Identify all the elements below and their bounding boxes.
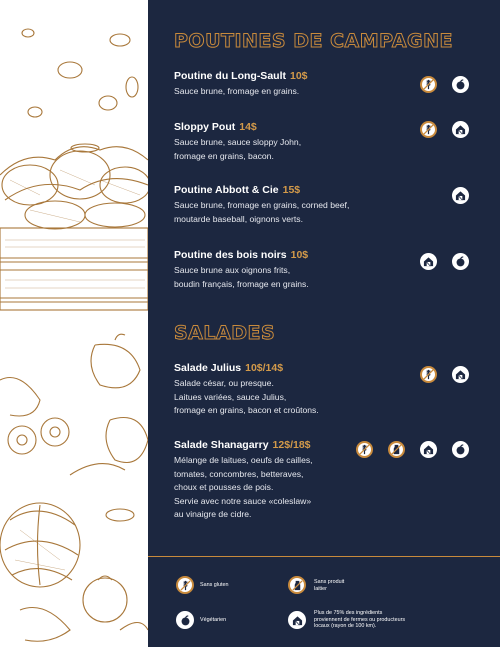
item-description-line: Laitues variées, sauce Julius, <box>174 391 287 402</box>
menu-item-poutine-abbott <box>174 184 394 226</box>
item-description-line: Mélange de laitues, oeufs de cailles, <box>174 455 313 465</box>
item-name: Poutine des bois noirs <box>174 249 287 261</box>
item-name: Poutine Abbott & Cie <box>174 184 279 196</box>
sans-lait-icon <box>288 576 306 594</box>
item-price: 15$ <box>282 184 301 196</box>
item-description-line: Servie avec notre sauce «coleslaw» <box>174 495 312 506</box>
local-farm-icon <box>452 187 469 204</box>
item-description-line: Sauce brune, fromage en grains, corned beef, <box>174 200 350 210</box>
sans-gluten-icon <box>176 576 194 594</box>
item-price: 10$ <box>290 249 309 261</box>
sans-gluten-icon <box>420 366 437 383</box>
local-farm-icon <box>452 121 469 138</box>
vegetarian-icon <box>452 253 469 270</box>
item-description-line: fromage en grains, bacon. <box>174 150 274 161</box>
local-farm-icon <box>420 253 437 270</box>
section-title-salades: SALADES <box>174 322 276 344</box>
sans-lait-icon <box>388 441 405 458</box>
item-name: Salade Shanagarry <box>174 439 269 451</box>
item-price: 12$/18$ <box>272 439 311 451</box>
item-description-line: tomates, concombres, betteraves, <box>174 468 304 479</box>
item-description: Sauce brune, fromage en grains. <box>174 86 300 96</box>
sans-gluten-icon <box>420 121 437 138</box>
menu-item-poutine-bois-noirs <box>174 249 394 291</box>
legend-local: Plus de 75% des ingrédients proviennent de fermes ou producteurs locaux (rayon de 100 km). <box>314 610 406 630</box>
menu-item-sloppy-pout <box>174 121 394 163</box>
item-name: Salade Julius <box>174 362 242 374</box>
legend-sans-gluten: Sans gluten <box>200 582 229 588</box>
local-farm-icon <box>452 366 469 383</box>
vegetarian-icon <box>452 76 469 93</box>
menu-item-poutine-long-sault <box>174 70 394 99</box>
vegetarian-icon <box>176 611 194 629</box>
item-description-line: fromage en grains, bacon et croûtons. <box>174 405 319 415</box>
item-description-line: Salade césar, ou presque. <box>174 378 274 388</box>
menu-panel <box>148 0 500 647</box>
local-farm-icon <box>420 441 437 458</box>
sans-gluten-icon <box>420 76 437 93</box>
item-name: Poutine du Long-Sault <box>174 70 286 82</box>
item-name: Sloppy Pout <box>174 121 236 133</box>
item-description-line: au vinaigre de cidre. <box>174 509 252 519</box>
food-illustration <box>0 0 148 647</box>
item-description-line: boudin français, fromage en grains. <box>174 278 309 289</box>
vegetarian-icon <box>452 441 469 458</box>
legend-sans-lait: Sans produit laitier <box>314 579 345 592</box>
item-description-line: Sauce brune aux oignons frits, <box>174 265 291 275</box>
section-title-poutines: POUTINES DE CAMPAGNE <box>174 30 453 52</box>
item-price: 10$/14$ <box>245 362 284 374</box>
local-farm-icon <box>288 611 306 629</box>
item-description-line: moutarde baseball, oignons verts. <box>174 213 303 224</box>
item-price: 14$ <box>239 121 257 133</box>
item-description-line: choux et pousses de pois. <box>174 482 274 492</box>
item-price: 10$ <box>289 70 308 82</box>
menu-item-salade-julius <box>174 362 394 418</box>
engraved-vegetables-image <box>0 0 148 647</box>
legend-divider <box>148 556 500 557</box>
sans-gluten-icon <box>356 441 373 458</box>
item-description-line: Sauce brune, sauce sloppy John, <box>174 137 302 147</box>
legend-vegetarien: Végétarien <box>200 617 227 623</box>
